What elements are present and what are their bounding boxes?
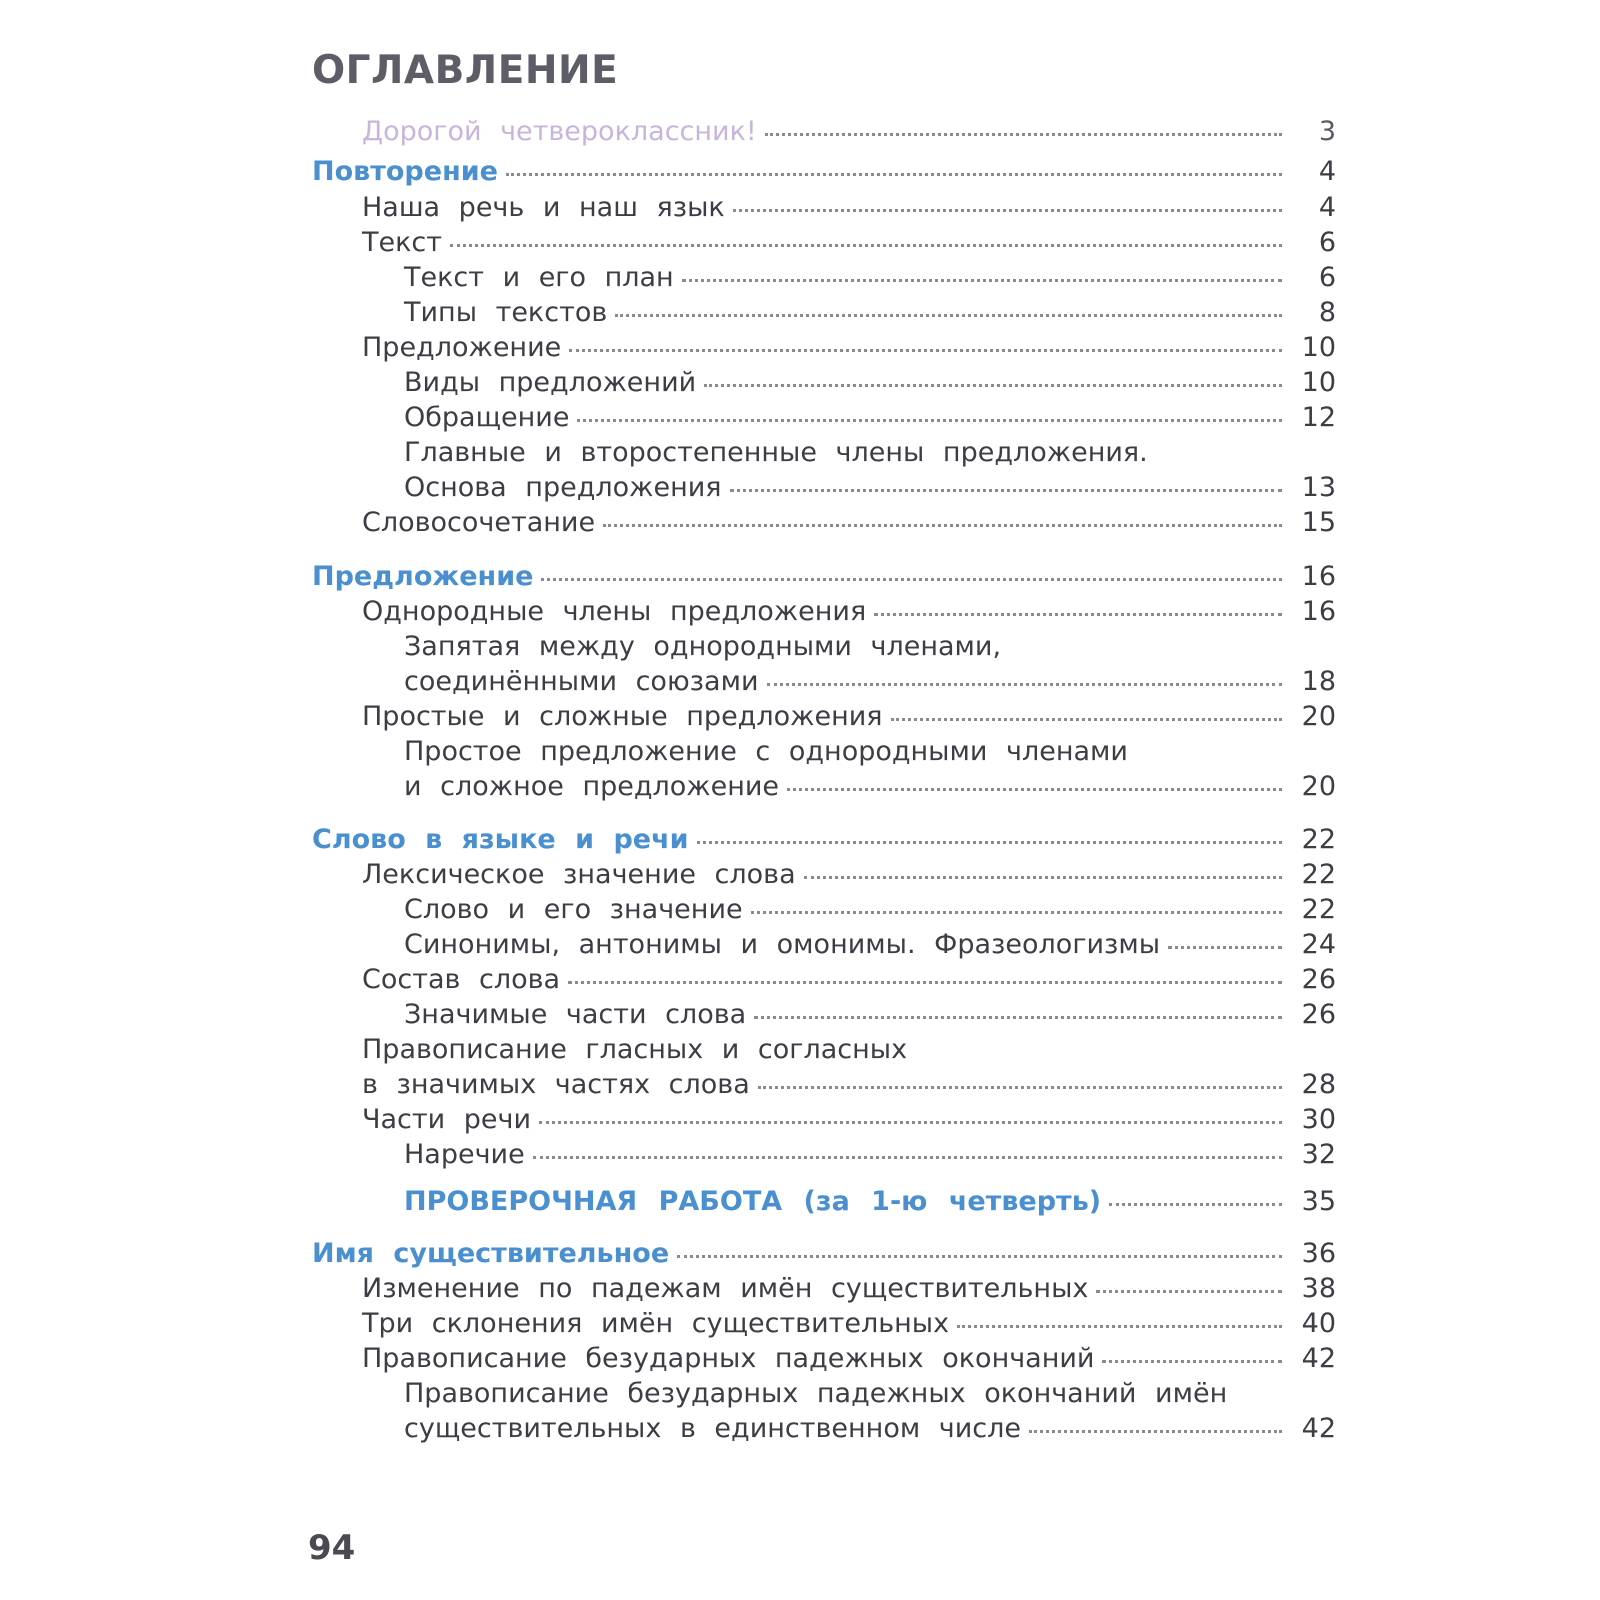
page-number: 94: [308, 1528, 356, 1568]
section-heading-label: Предложение: [312, 561, 534, 592]
toc-entry[interactable]: [362, 1104, 1336, 1138]
toc-section-heading[interactable]: [312, 824, 1336, 858]
toc-page-number: 12: [1301, 402, 1336, 433]
toc-page-number: 35: [1301, 1186, 1336, 1217]
toc-entry-label: Однородные члены предложения: [362, 596, 867, 627]
dot-leader: [541, 578, 1282, 581]
toc-entry-label: Словосочетание: [362, 507, 596, 538]
page-title: ОГЛАВЛЕНИЕ: [312, 48, 619, 93]
toc-section-heading[interactable]: [312, 561, 1336, 595]
toc-entry[interactable]: [362, 227, 1336, 261]
toc-subentry-first-line[interactable]: Запятая между однородными членами,: [404, 631, 1002, 662]
toc-page-number: 22: [1301, 824, 1336, 855]
toc-subentry[interactable]: [404, 367, 1336, 401]
dot-leader: [733, 209, 1282, 212]
toc-entry-label: Правописание безударных падежных окончаний: [362, 1343, 1095, 1374]
dot-leader: [874, 613, 1282, 616]
toc-page-number: 28: [1301, 1069, 1336, 1100]
toc-entry[interactable]: [362, 1273, 1336, 1307]
toc-entry[interactable]: [362, 1069, 1336, 1103]
toc-entry-label: соединёнными союзами: [404, 666, 759, 697]
toc-entry-label: Три склонения имён существительных: [362, 1308, 950, 1339]
toc-subentry-first-line[interactable]: Правописание безударных падежных окончаний имён: [404, 1378, 1228, 1409]
toc-entry-label: Текст: [362, 227, 442, 258]
dot-leader: [682, 279, 1282, 282]
toc-entry-label: Слово и его значение: [404, 894, 743, 925]
toc-entry-label: Виды предложений: [404, 367, 697, 398]
dot-leader: [568, 981, 1282, 984]
toc-subentry[interactable]: [404, 1413, 1336, 1447]
toc-page-number: 26: [1301, 964, 1336, 995]
toc-entry[interactable]: [362, 701, 1336, 735]
dot-leader: [603, 524, 1282, 527]
toc-page-number: 36: [1301, 1238, 1336, 1269]
dot-leader: [1029, 1430, 1282, 1433]
toc-subentry-first-line[interactable]: Простое предложение с однородными членами: [404, 736, 1128, 767]
toc-entry-label: Предложение: [362, 332, 562, 363]
dot-leader: [1102, 1360, 1282, 1363]
toc-subentry[interactable]: [404, 929, 1336, 963]
toc-page-number: 16: [1301, 561, 1336, 592]
toc-subentry-first-line[interactable]: Главные и второстепенные члены предложения.: [404, 437, 1148, 468]
toc-page-number: 18: [1301, 666, 1336, 697]
toc-entry[interactable]: [362, 192, 1336, 226]
dot-leader: [787, 788, 1282, 791]
toc-page-number: 3: [1318, 116, 1336, 147]
toc-entry[interactable]: [362, 507, 1336, 541]
toc-entry[interactable]: [362, 1343, 1336, 1377]
toc-entry-label: Лексическое значение слова: [362, 859, 796, 890]
toc-entry-label: в значимых частях слова: [362, 1069, 750, 1100]
toc-page-number: 13: [1301, 472, 1336, 503]
toc-subentry[interactable]: [404, 771, 1336, 805]
toc-page-number: 24: [1301, 929, 1336, 960]
toc-page-number: 10: [1301, 367, 1336, 398]
dot-leader: [891, 718, 1282, 721]
toc-page-number: 40: [1301, 1308, 1336, 1339]
toc-section-heading[interactable]: [312, 1238, 1336, 1272]
dot-leader: [577, 419, 1282, 422]
test-label: ПРОВЕРОЧНАЯ РАБОТА (за 1-ю четверть): [404, 1186, 1102, 1217]
toc-entry-label: Дорогой четвероклассник!: [362, 116, 757, 147]
toc-entry[interactable]: [362, 859, 1336, 893]
toc-entry-label: Наречие: [404, 1139, 525, 1170]
toc-entry-label: Изменение по падежам имён существительных: [362, 1273, 1089, 1304]
toc-page-number: 32: [1301, 1139, 1336, 1170]
dot-leader: [539, 1121, 1282, 1124]
dot-leader: [1168, 946, 1282, 949]
dot-leader: [765, 133, 1282, 136]
dot-leader: [758, 1086, 1282, 1089]
toc-page-number: 22: [1301, 859, 1336, 890]
toc-entry-label: Текст и его план: [404, 262, 674, 293]
toc-section-heading[interactable]: [312, 156, 1336, 190]
toc-entry-label: Основа предложения: [404, 472, 722, 503]
toc-page-number: 4: [1318, 156, 1336, 187]
toc-page-number: 4: [1318, 192, 1336, 223]
toc-entry-label: Типы текстов: [404, 297, 608, 328]
section-heading-label: Повторение: [312, 156, 498, 187]
toc-page-number: 8: [1318, 297, 1336, 328]
toc-entry[interactable]: [362, 1308, 1336, 1342]
toc-entry-label: существительных в единственном числе: [404, 1413, 1021, 1444]
toc-entry[interactable]: [362, 964, 1336, 998]
dot-leader: [569, 349, 1282, 352]
toc-entry-label: Синонимы, антонимы и омонимы. Фразеологизмы: [404, 929, 1161, 960]
toc-subentry[interactable]: [404, 262, 1336, 296]
dot-leader: [506, 173, 1282, 176]
dot-leader: [751, 911, 1282, 914]
section-heading-label: Имя существительное: [312, 1238, 670, 1269]
toc-page-number: 38: [1301, 1273, 1336, 1304]
toc-subentry[interactable]: [404, 402, 1336, 436]
toc-entry-label: Наша речь и наш язык: [362, 192, 725, 223]
toc-page-number: 16: [1301, 596, 1336, 627]
dot-leader: [450, 244, 1282, 247]
toc-entry-label: Состав слова: [362, 964, 561, 995]
dot-leader: [754, 1016, 1282, 1019]
toc-page-number: 6: [1318, 227, 1336, 258]
toc-subentry[interactable]: [404, 297, 1336, 331]
dot-leader: [697, 841, 1282, 844]
dot-leader: [615, 314, 1282, 317]
toc-subentry[interactable]: [404, 894, 1336, 928]
dot-leader: [730, 489, 1282, 492]
dot-leader: [1096, 1290, 1282, 1293]
dot-leader: [533, 1156, 1282, 1159]
dot-leader: [704, 384, 1282, 387]
toc-page-number: 20: [1301, 771, 1336, 802]
toc-page-number: 6: [1318, 262, 1336, 293]
dot-leader: [1109, 1203, 1282, 1206]
dot-leader: [957, 1325, 1282, 1328]
toc-page-number: 30: [1301, 1104, 1336, 1135]
toc-entry-first-line[interactable]: Правописание гласных и согласных: [362, 1034, 908, 1065]
toc-entry-label: Части речи: [362, 1104, 532, 1135]
toc-subentry[interactable]: [404, 666, 1336, 700]
toc-entry-label: и сложное предложение: [404, 771, 780, 802]
toc-subentry[interactable]: [404, 1139, 1336, 1173]
dot-leader: [804, 876, 1282, 879]
toc-page-number: 42: [1301, 1413, 1336, 1444]
toc-entry[interactable]: [362, 332, 1336, 366]
toc-subentry[interactable]: [404, 999, 1336, 1033]
toc-test-entry[interactable]: [404, 1186, 1336, 1220]
toc-page-number: 15: [1301, 507, 1336, 538]
toc-entry-label: Простые и сложные предложения: [362, 701, 883, 732]
dot-leader: [767, 683, 1283, 686]
toc-entry-intro[interactable]: [362, 116, 1336, 150]
toc-entry[interactable]: [362, 596, 1336, 630]
toc-page-number: 20: [1301, 701, 1336, 732]
toc-entry-label: Значимые части слова: [404, 999, 747, 1030]
toc-page-number: 10: [1301, 332, 1336, 363]
toc-subentry[interactable]: [404, 472, 1336, 506]
toc-page-number: 42: [1301, 1343, 1336, 1374]
toc-page-number: 26: [1301, 999, 1336, 1030]
section-heading-label: Слово в языке и речи: [312, 824, 689, 855]
toc-entry-label: Обращение: [404, 402, 570, 433]
toc-page-number: 22: [1301, 894, 1336, 925]
dot-leader: [677, 1255, 1282, 1258]
